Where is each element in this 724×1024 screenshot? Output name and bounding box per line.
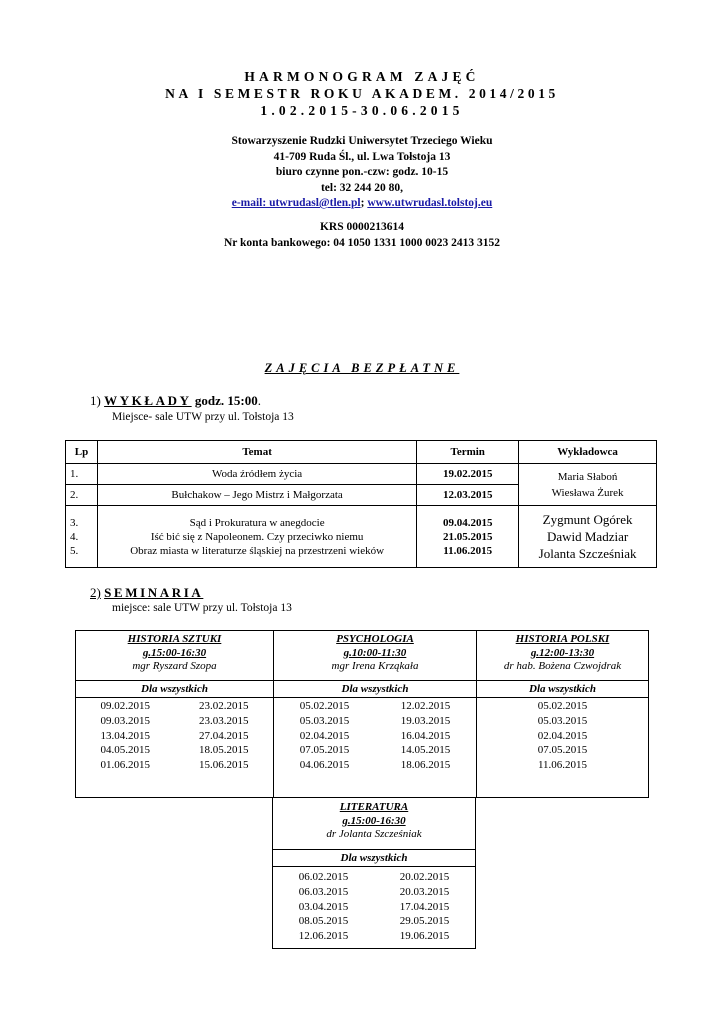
lecturer-name: Dawid Madziar	[546, 529, 629, 544]
date-value: 29.05.2015	[399, 915, 450, 928]
date-value: 11.06.2015	[443, 544, 493, 557]
seminar-audience: Dla wszystkich	[76, 680, 273, 698]
org-hours: biuro czynne pon.-czw: godz. 10-15	[275, 166, 449, 178]
date-value: 07.05.2015	[299, 744, 350, 757]
date-value: 14.05.2015	[400, 744, 451, 757]
row-lp-group	[66, 506, 98, 568]
date-value: 05.02.2015	[537, 700, 588, 712]
seminars-heading	[90, 585, 203, 601]
date-value: 01.06.2015	[100, 759, 150, 772]
table-row	[66, 506, 657, 568]
date-value: 02.04.2015	[537, 729, 588, 742]
seminars-place: miejsce: sale UTW przy ul. Tołstoja 13	[112, 602, 292, 614]
table-row	[66, 464, 657, 485]
date-value: 19.06.2015	[399, 930, 450, 943]
date-value: 18.06.2015	[400, 759, 451, 772]
row-topic-group	[97, 506, 416, 568]
date-value: 16.04.2015	[400, 729, 451, 742]
lectures-number: 1)	[90, 393, 101, 408]
seminar-dates	[273, 867, 475, 944]
lp-value: 3.	[70, 516, 79, 529]
date-value: 20.03.2015	[399, 885, 450, 898]
seminar-audience: Dla wszystkich	[273, 849, 475, 867]
date-value: 23.02.2015	[199, 700, 249, 712]
doc-title-line2: NA I SEMESTR ROKU AKADEM. 2014/2015	[165, 86, 559, 101]
date-value: 04.05.2015	[100, 744, 150, 757]
seminar-name: HISTORIA POLSKI	[515, 633, 610, 645]
registration-info	[0, 220, 724, 251]
seminar-audience: Dla wszystkich	[274, 680, 476, 698]
col-date: Termin	[417, 441, 519, 464]
date-value: 12.06.2015	[298, 930, 349, 943]
org-phone: tel: 32 244 20 80,	[320, 181, 404, 194]
col-lecturer: Wykładowca	[519, 441, 657, 464]
date-value: 18.05.2015	[199, 744, 249, 757]
seminar-dates	[477, 698, 648, 773]
date-value: 20.02.2015	[399, 871, 450, 883]
org-name: Stowarzyszenie Rudzki Uniwersytet Trzeciego Wieku	[231, 135, 493, 147]
row-topic: Woda źródłem życia	[97, 464, 416, 485]
lecturers-cell	[519, 506, 657, 568]
seminar-teacher: dr Jolanta Szcześniak	[326, 828, 422, 840]
bank-account: Nr konta bankowego: 04 1050 1331 1000 0023 2413 3152	[223, 236, 501, 249]
krs-number: KRS 0000213614	[319, 221, 405, 233]
lectures-period: .	[257, 393, 261, 408]
date-value: 06.03.2015	[298, 885, 349, 898]
lectures-table	[65, 440, 657, 568]
org-contact-links	[0, 196, 724, 212]
date-value: 19.03.2015	[400, 714, 451, 727]
row-date-group	[417, 506, 519, 568]
doc-title-line1: HARMONOGRAM ZAJĘĆ	[244, 69, 480, 84]
date-value: 05.02.2015	[299, 700, 350, 712]
date-value: 09.02.2015	[100, 700, 150, 712]
date-value: 13.04.2015	[100, 729, 150, 742]
row-lp: 2.	[66, 485, 98, 506]
seminars-label: SEMINARIA	[104, 585, 204, 600]
date-value: 07.05.2015	[537, 744, 588, 757]
date-value: 02.04.2015	[299, 729, 350, 742]
seminar-name: LITERATURA	[339, 801, 409, 813]
table-header-row	[66, 441, 657, 464]
seminar-name: HISTORIA SZTUKI	[127, 633, 222, 645]
date-value: 05.03.2015	[537, 714, 588, 727]
lp-value: 4.	[70, 530, 79, 543]
lp-value: 5.	[70, 544, 79, 557]
date-value: 15.06.2015	[199, 759, 249, 772]
lecturer-name: Maria Słaboń	[557, 470, 618, 483]
lectures-heading	[90, 393, 261, 409]
lectures-label: WYKŁADY	[104, 393, 192, 408]
link-separator: ;	[360, 197, 365, 209]
date-value: 23.03.2015	[199, 714, 249, 727]
doc-title-line3: 1.02.2015-30.06.2015	[260, 103, 464, 118]
date-value: 11.06.2015	[537, 759, 588, 772]
row-lp: 1.	[66, 464, 98, 485]
seminar-block-polish-history	[476, 631, 648, 797]
seminars-grid	[75, 630, 649, 798]
date-value: 06.02.2015	[298, 871, 349, 883]
seminar-teacher: mgr Ryszard Szopa	[132, 660, 217, 672]
date-value: 21.05.2015	[442, 530, 493, 543]
seminar-name: PSYCHOLOGIA	[336, 633, 414, 645]
lectures-time: godz. 15:00	[194, 393, 258, 408]
seminar-time: g.15:00-16:30	[342, 814, 406, 827]
seminar-teacher: dr hab. Bożena Czwojdrak	[503, 660, 622, 672]
seminar-time: g.12:00-13:30	[530, 646, 595, 659]
free-classes-heading: ZAJĘCIA BEZPŁATNE	[264, 361, 460, 375]
seminar-teacher: mgr Irena Krząkała	[331, 660, 419, 672]
lecturer-name: Jolanta Szcześniak	[538, 546, 637, 561]
seminars-number: 2)	[90, 585, 101, 600]
date-value: 17.04.2015	[399, 900, 450, 913]
row-topic: Bułchakow – Jego Mistrz i Małgorzata	[97, 485, 416, 506]
col-lp: Lp	[66, 441, 98, 464]
seminar-audience: Dla wszystkich	[477, 680, 648, 698]
date-value: 04.06.2015	[299, 759, 350, 772]
seminar-block-art-history	[76, 631, 273, 797]
email-link[interactable]: e-mail: utwrudasl@tlen.pl	[231, 197, 361, 209]
date-value: 12.02.2015	[400, 700, 451, 712]
website-link[interactable]: www.utwrudasl.tolstoj.eu	[367, 197, 493, 209]
lecturer-name: Zygmunt Ogórek	[542, 512, 633, 527]
topic-value: Sąd i Prokuratura w anegdocie	[189, 516, 325, 529]
date-value: 05.03.2015	[299, 714, 350, 727]
date-value: 09.03.2015	[100, 714, 150, 727]
topic-value: Obraz miasta w literaturze śląskiej na przestrzeni wieków	[130, 544, 385, 557]
seminar-block-literature	[272, 797, 476, 949]
lecturer-name: Wiesława Żurek	[551, 486, 624, 499]
lecturers-cell	[519, 464, 657, 506]
date-value: 09.04.2015	[442, 516, 493, 529]
row-date: 12.03.2015	[417, 485, 519, 506]
date-value: 08.05.2015	[298, 915, 349, 928]
seminar-dates	[76, 698, 273, 773]
seminar-dates	[274, 698, 476, 773]
seminar-block-psychology	[273, 631, 476, 797]
seminar-time: g.10:00-11:30	[343, 646, 407, 659]
row-date: 19.02.2015	[417, 464, 519, 485]
seminar-time: g.15:00-16:30	[142, 646, 207, 659]
col-topic: Temat	[97, 441, 416, 464]
organization-info	[0, 134, 724, 212]
date-value: 03.04.2015	[298, 900, 349, 913]
org-address: 41-709 Ruda Śl., ul. Lwa Tołstoja 13	[273, 150, 451, 163]
lectures-place: Miejsce- sale UTW przy ul. Tołstoja 13	[112, 411, 294, 423]
topic-value: Iść bić się z Napoleonem. Czy przeciwko niemu	[150, 530, 364, 543]
date-value: 27.04.2015	[199, 729, 249, 742]
